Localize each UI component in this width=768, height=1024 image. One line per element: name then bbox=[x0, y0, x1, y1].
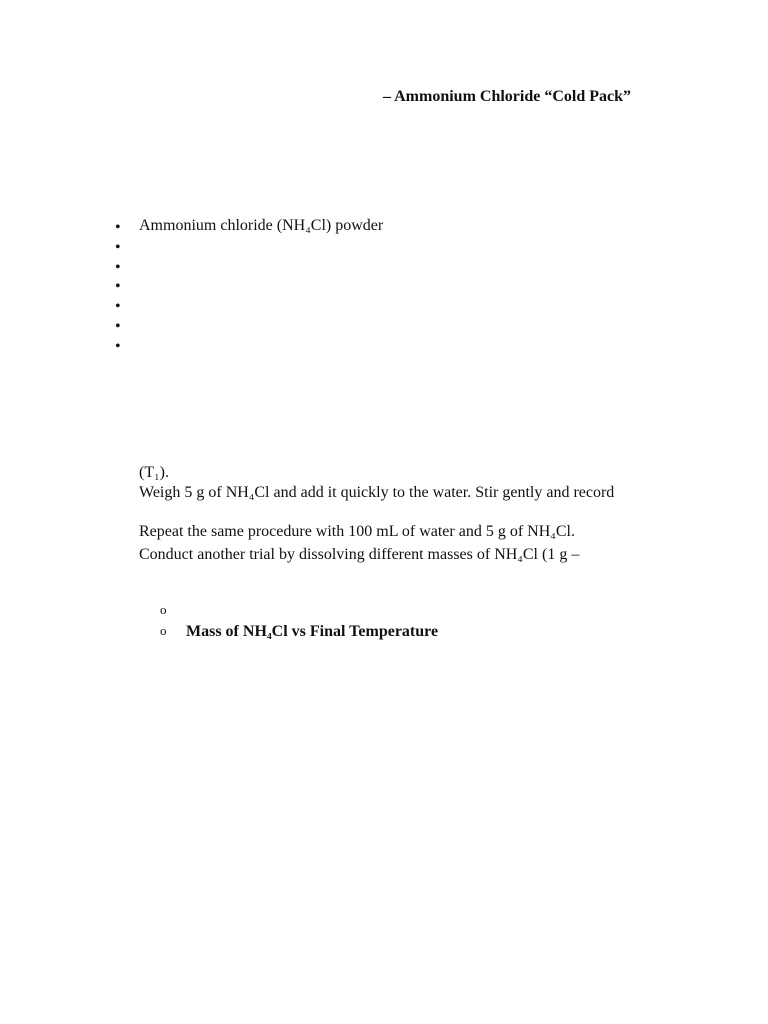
list-item bbox=[0, 600, 768, 621]
circle-bullet-icon: o bbox=[160, 623, 167, 638]
procedure-line-repeat: Repeat the same procedure with 100 mL of water and 5 g of NH₄Cl. bbox=[139, 523, 575, 540]
list-item bbox=[0, 335, 768, 355]
bullet-icon: • bbox=[115, 278, 121, 296]
bullet-icon: • bbox=[115, 238, 121, 256]
procedure-line-conduct: Conduct another trial by dissolving different masses of NH₄Cl (1 g – bbox=[139, 546, 580, 563]
bullet-icon: • bbox=[115, 258, 121, 276]
bullet-icon: • bbox=[115, 337, 121, 355]
bullet-icon: • bbox=[115, 298, 121, 316]
list-item bbox=[0, 295, 768, 315]
list-item bbox=[0, 621, 768, 642]
materials-list bbox=[0, 216, 768, 355]
bullet-icon: • bbox=[115, 317, 121, 335]
list-item bbox=[0, 275, 768, 295]
list-item bbox=[0, 315, 768, 335]
procedure-line-t1: (T₁). bbox=[139, 464, 170, 481]
circle-bullet-icon: o bbox=[160, 602, 167, 617]
graph-list bbox=[0, 600, 768, 642]
list-item bbox=[0, 216, 768, 236]
bullet-icon: • bbox=[115, 219, 121, 236]
list-item bbox=[0, 236, 768, 256]
procedure-line-weigh: Weigh 5 g of NH₄Cl and add it quickly to the water. Stir gently and record bbox=[139, 484, 615, 501]
list-item-text: Ammonium chloride (NH₄Cl) powder bbox=[139, 217, 384, 234]
graph-title-item: Mass of NH₄Cl vs Final Temperature bbox=[186, 623, 439, 640]
page-title: – Ammonium Chloride “Cold Pack” bbox=[383, 88, 632, 105]
list-item bbox=[0, 256, 768, 276]
